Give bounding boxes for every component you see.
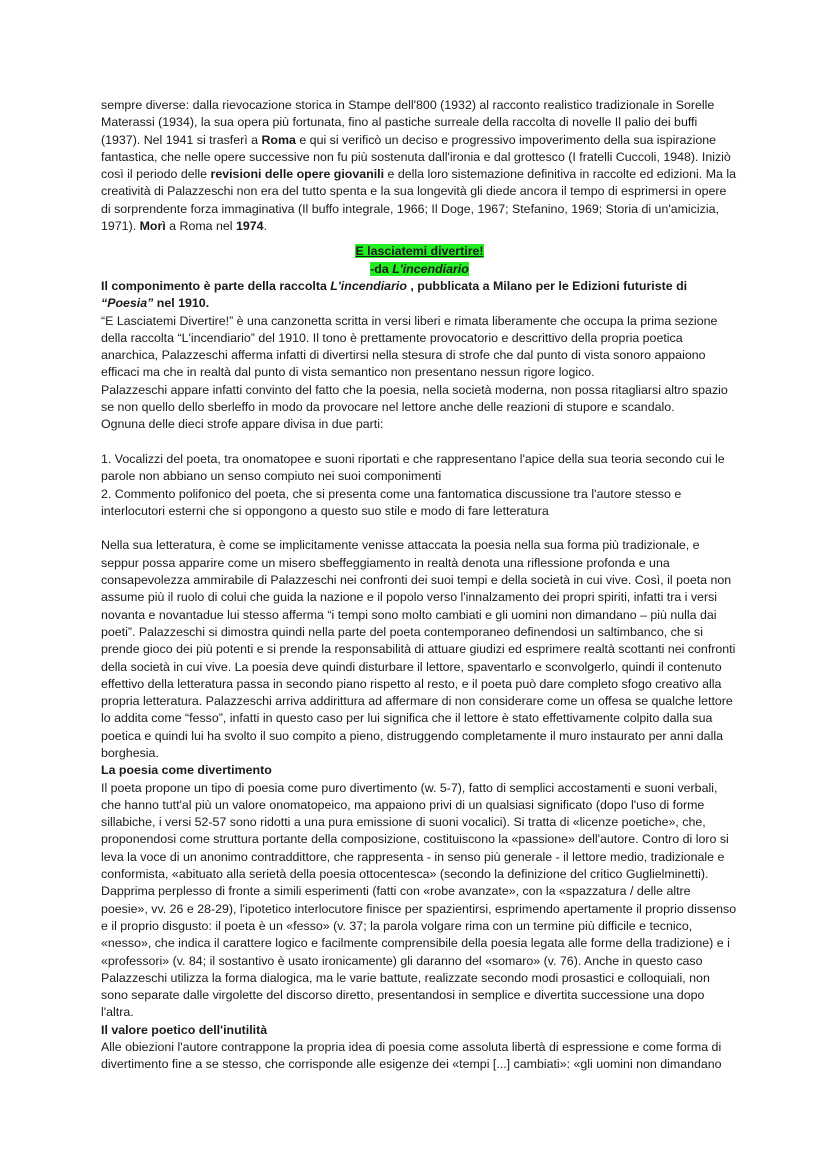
- section-title: [101, 243, 738, 260]
- body-paragraph-3: Ognuna delle dieci strofe appare divisa in due parti:: [101, 417, 384, 432]
- section-title-text: E lasciatemi divertire!: [355, 244, 484, 259]
- parts-list: [101, 451, 738, 520]
- body-paragraph-1: “E Lasciatemi Divertire!” è una canzonetta scritta in versi liberi e rimata liberamente che occupa la prima sezione della raccolta “L'incendiario” del 1910. Il tono è prettamente provocatorio e descrittivo della propria poetica anarchica, Palazzeschi afferma infatti di divertirsi nella stesura di strofe che dal punto di vista sonoro appaiono efficaci ma che in realtà dal punto di vista semantico non presentano nessun rigore logico.: [101, 313, 718, 380]
- intro-bold-mori: Morì: [139, 219, 166, 234]
- body-paragraph-2: Palazzeschi appare infatti convinto del fatto che la poesia, nella società moderna, non possa ritagliarsi altro spazio se non quello dello sberleffo in modo da provocare nel lettore anche delle reazioni di stupore e scandalo.: [101, 382, 728, 415]
- section-subtitle: -da L'incendiario: [370, 261, 469, 276]
- lead-paragraph: Il componimento è parte della raccolta L'incendiario , pubblicata a Milano per le Edizioni futuriste di “Poesia” nel 1910.: [101, 278, 688, 311]
- intro-bold-revisioni: revisioni delle opere giovanili: [210, 167, 385, 182]
- subheading-divertimento: La poesia come divertimento: [101, 763, 272, 778]
- body-paragraph-4: Nella sua letteratura, è come se implicitamente venisse attaccata la poesia nella sua forma più tradizionale, e seppur possa apparire come un misero sbeffeggiamento in realtà denota una riflessione profonda e una consapevolezza ammirabile di Palazzeschi nei confronti dei suoi tempi e della società in cui vive. Così, il poeta non assume più il ruolo di colui che guida la nazione e il popolo verso l'innalzamento dei propri spiriti, infatti tra i versi novanta e novantadue lui stesso afferma “i tempi sono molto cambiati e gli uomini non dimandano – più nulla dai poeti”. Palazzeschi si dimostra quindi nella parte del poeta contemporaneo definendosi un saltimbanco, che si prende gioco dei più potenti e si prende la responsabilità di attuare giudizi ed esprimere realtà scottanti nei confronti della società in cui vive. La poesia deve quindi disturbare il lettore, spaventarlo e sconvolgerlo, quindi il contenuto effettivo della letteratura passa in secondo piano rispetto al resto, e il poeta può dare completo sfogo creativo alla propria letteratura. Palazzeschi arriva addirittura ad affermare di non considerare come un offesa se qualche lettore lo addita come “fesso”, infatti in questo caso per lui significa che il lettore è stato effettivamente colpito dalla sua poetica e quindi lui ha svolto il suo compito a pieno, distruggendo completamente il muro instaurato per anni dalla borghesia.: [101, 538, 736, 760]
- subheading-inutilita: Il valore poetico dell'inutilità: [101, 1022, 268, 1037]
- intro-paragraph: sempre diverse: dalla rievocazione storica in Stampe dell'800 (1932) al racconto realistico tradizionale in Sorelle Materassi (1934), la sua opera più fortunata, fino al pastiche surreale della raccolta di novelle Il palio dei buffi (1937). Nel 1941 si trasferì a Roma e qui si verificò un deciso e progressivo impoverimento della sua ispirazione fantastica, che nelle opere successive non fu più sostenuta dall'ironia e dal grottesco (I fratelli Cuccoli, 1948). Iniziò così il periodo delle revisioni delle opere giovanili e della loro sistemazione definitiva in raccolte ed edizioni. Ma la creatività di Palazzeschi non era del tutto spenta e la sua longevità gli diede ancora il tempo di esprimersi in opere di sorprendente forza immaginativa (Il buffo integrale, 1966; Il Doge, 1967; Stefanino, 1969; Storia di un'amicizia, 1971). Morì a Roma nel 1974.: [101, 98, 736, 234]
- intro-bold-roma: Roma: [261, 132, 296, 147]
- list-item: 2. Commento polifonico del poeta, che si presenta come una fantomatica discussione tra l'autore stesso e interlocutori esterni che si oppongono a questo suo stile e modo di fare letteratura: [101, 486, 682, 518]
- subtitle-work-title: L'incendiario: [392, 261, 469, 276]
- intro-bold-year: 1974: [235, 219, 264, 234]
- body-paragraph-5: Il poeta propone un tipo di poesia come puro divertimento (w. 5-7), fatto di semplici accostamenti e suoni verbali, che hanno tutt'al più un valore onomatopeico, ma appaiono privi di un qualsiasi significato (dopo l'uso di forme sillabiche, i versi 52-57 sono ridotti a una pura emissione di suoni vocalici). Si tratta di «licenze poetiche», che, proponendosi come struttura portante della composizione, costituiscono la «passione» dell'autore. Contro di loro si leva la voce di un anonimo contraddittore, che rappresenta - in senso più generale - il lettore medio, tradizionale e conformista, «abituato alla serietà della poesia ottocentesca» (secondo la definizione del critico Guglielminetti). Dapprima perplesso di fronte a simili esperimenti (fatti con «robe avanzate», con la «spazzatura / delle altre poesie», vv. 26 e 28-29), l'ipotetico interlocutore finisce per spazientirsi, esprimendo apertamente il proprio dissenso e il proprio disgusto: il poeta è un «fesso» (v. 37; la parola volgare rima con un termine più difficile e tecnico, «nesso», che indica il carattere logico e facilmente comprensibile della poesia legata alle forme della tradizione) e i «professori» (v. 84; il sostantivo è usato ironicamente) gli daranno del «somaro» (v. 76). Anche in questo caso Palazzeschi utilizza la forma dialogica, ma le varie battute, realizzate secondo modi prosastici e colloquiali, non sono separate dalle virgolette del discorso diretto, presentandosi in semplice e divertita successione una dopo l'altra.: [101, 780, 737, 1020]
- list-item: 1. Vocalizzi del poeta, tra onomatopee e suoni riportati e che rappresentano l'apice della sua teoria secondo cui le parole non abbiano un senso compiuto nei suoi componimenti: [101, 451, 725, 484]
- body-paragraph-6: Alle obiezioni l'autore contrappone la propria idea di poesia come assoluta libertà di espressione e come forma di divertimento fine a se stesso, che corrisponde alle esigenze dei «tempi [...] cambiati»: «gli uomini non dimandano: [101, 1040, 722, 1072]
